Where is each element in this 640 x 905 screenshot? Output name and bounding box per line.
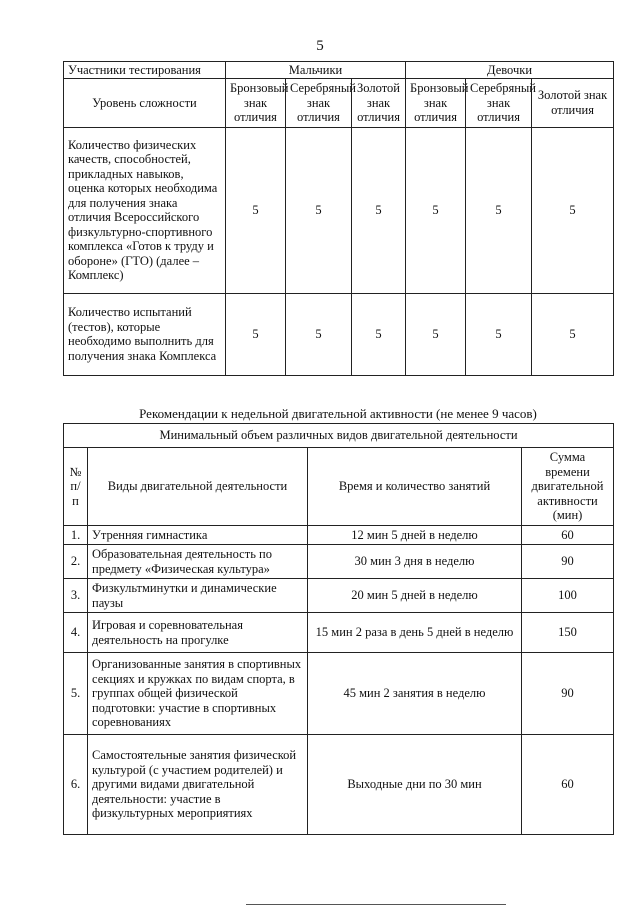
row-num: 6. bbox=[64, 735, 88, 835]
row-activity: Утренняя гимнастика bbox=[88, 525, 308, 545]
row-sum: 60 bbox=[522, 525, 614, 545]
row-time: 12 мин 5 дней в неделю bbox=[308, 525, 522, 545]
table-row bbox=[64, 293, 614, 375]
badge-header: Серебряный знак отличия bbox=[466, 79, 532, 128]
badge-header: Серебряный знак отличия bbox=[286, 79, 352, 128]
table-row bbox=[64, 653, 614, 735]
badge-header: Бронзовый знак отличия bbox=[406, 79, 466, 128]
row-activity: Организованные занятия в спортивных секциях и кружках по видам спорта, в группах общей физической подготовки: участие в спортивных соревнованиях bbox=[88, 653, 308, 735]
row-sum: 60 bbox=[522, 735, 614, 835]
row-value: 5 bbox=[406, 293, 466, 375]
row-time: Выходные дни по 30 мин bbox=[308, 735, 522, 835]
badge-header: Бронзовый знак отличия bbox=[226, 79, 286, 128]
table-row bbox=[64, 545, 614, 579]
page-number: 5 bbox=[316, 38, 324, 54]
row-activity: Игровая и соревновательная деятельность на прогулке bbox=[88, 613, 308, 653]
header-activity: Виды двигательной деятельности bbox=[88, 448, 308, 526]
header-sum: Сумма времени двигательной активности (мин) bbox=[522, 448, 614, 526]
table-row bbox=[64, 579, 614, 613]
badge-header: Золотой знак отличия bbox=[532, 79, 614, 128]
table-title: Минимальный объем различных видов двигательной деятельности bbox=[64, 424, 614, 448]
participants-label: Участники тестирования bbox=[64, 62, 226, 79]
row-value: 5 bbox=[532, 127, 614, 293]
row-value: 5 bbox=[226, 127, 286, 293]
row-activity: Образовательная деятельность по предмету «Физическая культура» bbox=[88, 545, 308, 579]
row-time: 45 мин 2 занятия в неделю bbox=[308, 653, 522, 735]
row-num: 5. bbox=[64, 653, 88, 735]
row-value: 5 bbox=[352, 127, 406, 293]
row-sum: 90 bbox=[522, 653, 614, 735]
row-num: 3. bbox=[64, 579, 88, 613]
table-row bbox=[64, 735, 614, 835]
table-row bbox=[64, 525, 614, 545]
row-value: 5 bbox=[286, 293, 352, 375]
header-num: № п/п bbox=[64, 448, 88, 526]
row-value: 5 bbox=[466, 127, 532, 293]
girls-label: Девочки bbox=[406, 62, 614, 79]
row-value: 5 bbox=[352, 293, 406, 375]
row-label: Количество испытаний (тестов), которые необходимо выполнить для получения знака Комплекса bbox=[64, 293, 226, 375]
table-caption: Рекомендации к недельной двигательной активности (не менее 9 часов) bbox=[139, 406, 537, 421]
row-activity: Самостоятельные занятия физической культурой (с участием родителей) и другими видами двигательной деятельности: участие в физкультурных мероприятиях bbox=[88, 735, 308, 835]
row-time: 15 мин 2 раза в день 5 дней в неделю bbox=[308, 613, 522, 653]
row-value: 5 bbox=[286, 127, 352, 293]
boys-label: Мальчики bbox=[226, 62, 406, 79]
row-num: 1. bbox=[64, 525, 88, 545]
row-value: 5 bbox=[466, 293, 532, 375]
row-sum: 100 bbox=[522, 579, 614, 613]
row-num: 2. bbox=[64, 545, 88, 579]
activity-table bbox=[63, 423, 614, 835]
badge-requirements-table bbox=[63, 61, 614, 376]
table-row bbox=[64, 127, 614, 293]
level-label: Уровень сложности bbox=[64, 79, 226, 128]
row-num: 4. bbox=[64, 613, 88, 653]
row-sum: 90 bbox=[522, 545, 614, 579]
row-value: 5 bbox=[226, 293, 286, 375]
table-row bbox=[64, 613, 614, 653]
row-activity: Физкультминутки и динамические паузы bbox=[88, 579, 308, 613]
row-time: 20 мин 5 дней в неделю bbox=[308, 579, 522, 613]
row-value: 5 bbox=[532, 293, 614, 375]
row-label: Количество физических качеств, способностей, прикладных навыков, оценка которых необходима для получения знака отличия Всероссийского физкультурно-спортивного комплекса «Готов к труду и обороне» (ГТО) (далее – Комплекс) bbox=[64, 127, 226, 293]
header-time: Время и количество занятий bbox=[308, 448, 522, 526]
badge-header: Золотой знак отличия bbox=[352, 79, 406, 128]
row-value: 5 bbox=[406, 127, 466, 293]
row-sum: 150 bbox=[522, 613, 614, 653]
row-time: 30 мин 3 дня в неделю bbox=[308, 545, 522, 579]
